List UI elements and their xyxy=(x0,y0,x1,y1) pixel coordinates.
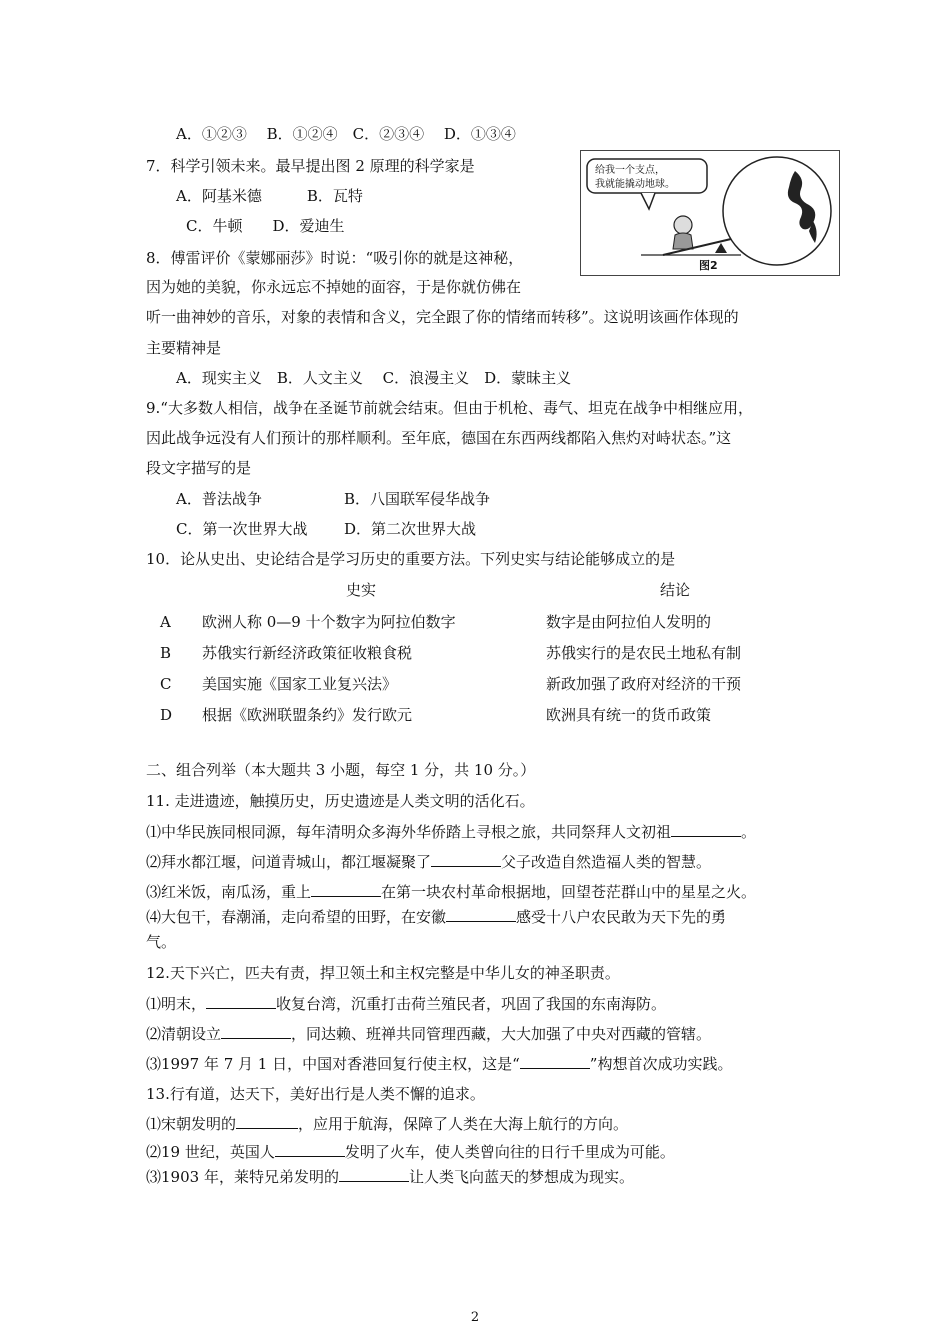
q8-line-4: 主要精神是 xyxy=(146,339,222,357)
q9-line-2: 因此战争远没有人们预计的那样顺利。至年底，德国在东西两线都陷入焦灼对峙状态。”这 xyxy=(146,429,732,447)
text: ⑶红米饭，南瓜汤，重上 xyxy=(146,883,312,901)
text: ⑵19 世纪，英国人 xyxy=(146,1143,275,1161)
answer-blank[interactable] xyxy=(446,907,516,922)
q9-option-c: C．第一次世界大战 xyxy=(176,520,308,538)
text: 让人类飞向蓝天的梦想成为现实。 xyxy=(408,1168,634,1186)
text: ⑷大包干，春潮涌，走向希望的田野，在安徽 xyxy=(146,908,447,926)
q10-header-fact: 史实 xyxy=(346,581,377,599)
q7-stem: 7．科学引领未来。最早提出图 2 原理的科学家是 xyxy=(146,157,475,175)
q7-options-1: A．阿基米德 B．瓦特 xyxy=(176,187,363,205)
q11-sub-4 xyxy=(146,907,726,927)
answer-blank[interactable] xyxy=(431,852,501,867)
q11-sub-1 xyxy=(146,822,756,842)
q9-line-3: 段文字描写的是 xyxy=(146,459,252,477)
q13-sub-3 xyxy=(146,1167,634,1187)
answer-blank[interactable] xyxy=(206,994,276,1009)
q9-line-1: 9.“大多数人相信，战争在圣诞节前就会结束。但由于机枪、毒气、坦克在战争中相继应用， xyxy=(146,399,753,417)
text: 收复台湾，沉重打击荷兰殖民者，巩固了我国的东南海防。 xyxy=(276,995,667,1013)
q8-options: A．现实主义 B．人文主义 C．浪漫主义 D．蒙昧主义 xyxy=(176,369,572,387)
q10-row-label: B xyxy=(160,644,172,662)
answer-blank[interactable] xyxy=(520,1054,590,1069)
answer-blank[interactable] xyxy=(221,1024,291,1039)
bubble-text-2: 我就能撬动地球。 xyxy=(595,179,675,190)
q12-stem: 12.天下兴亡，匹夫有责，捍卫领土和主权完整是中华儿女的神圣职责。 xyxy=(146,964,620,982)
q12-sub-1 xyxy=(146,994,666,1014)
q8-line-2: 因为她的美貌，你永远忘不掉她的面容，于是你就仿佛在 xyxy=(146,278,522,296)
q8-line-3: 听一曲神妙的音乐，对象的表情和含义，完全跟了你的情绪而转移”。这说明该画作体现的 xyxy=(146,308,739,326)
bubble-text-1: 给我一个支点， xyxy=(595,165,665,176)
q13-sub-2 xyxy=(146,1142,675,1162)
q11-stem: 11. 走进遗迹，触摸历史，历史遗迹是人类文明的活化石。 xyxy=(146,792,535,810)
q9-option-b: B．八国联军侵华战争 xyxy=(344,490,491,508)
q9-option-d: D．第二次世界大战 xyxy=(344,520,477,538)
text: ⑴宋朝发明的 xyxy=(146,1115,237,1133)
q13-stem: 13.行有道，达天下，美好出行是人类不懈的追求。 xyxy=(146,1085,485,1103)
answer-blank[interactable] xyxy=(339,1167,409,1182)
text: ”构想首次成功实践。 xyxy=(589,1055,733,1073)
text: ⑵拜水都江堰，问道青城山，都江堰凝聚了 xyxy=(146,853,432,871)
answer-blank[interactable] xyxy=(236,1114,298,1129)
answer-blank[interactable] xyxy=(311,882,381,897)
q8-line-1: 8．傅雷评价《蒙娜丽莎》时说：“吸引你的就是这神秘， xyxy=(146,249,524,267)
q10-row-fact: 欧洲人称 0—9 十个数字为阿拉伯数字 xyxy=(202,613,456,631)
text: ，同达赖、班禅共同管理西藏，大大加强了中央对西藏的管辖。 xyxy=(291,1025,712,1043)
q11-sub-4-cont: 气。 xyxy=(146,933,177,951)
text: 在第一块农村革命根据地，回望苍茫群山中的星星之火。 xyxy=(381,883,757,901)
text: ⑵清朝设立 xyxy=(146,1025,222,1043)
q10-row-fact: 根据《欧洲联盟条约》发行欧元 xyxy=(202,706,413,724)
q13-sub-1 xyxy=(146,1114,628,1134)
q10-row-conclusion: 数字是由阿拉伯人发明的 xyxy=(546,613,712,631)
q10-row-conclusion: 欧洲具有统一的货币政策 xyxy=(546,706,712,724)
q10-row-fact: 美国实施《国家工业复兴法》 xyxy=(202,675,398,693)
text: ⑶1903 年，莱特兄弟发明的 xyxy=(146,1168,339,1186)
answer-blank[interactable] xyxy=(671,822,741,837)
text: 父子改造自然造福人类的智慧。 xyxy=(501,853,712,871)
q10-row-label: D xyxy=(160,706,173,724)
q12-sub-3 xyxy=(146,1054,732,1074)
q10-row-conclusion: 苏俄实行的是农民土地私有制 xyxy=(546,644,742,662)
q10-row-label: C xyxy=(160,675,172,693)
figure-caption: 图2 xyxy=(699,259,718,272)
q10-stem: 10．论从史出、史论结合是学习历史的重要方法。下列史实与结论能够成立的是 xyxy=(146,550,676,568)
q7-options-2: C．牛顿 D．爱迪生 xyxy=(186,217,345,235)
section-2-title: 二、组合列举（本大题共 3 小题，每空 1 分，共 10 分。） xyxy=(146,761,536,779)
text: 感受十八户农民敢为天下先的勇 xyxy=(516,908,727,926)
q12-sub-2 xyxy=(146,1024,711,1044)
figure-2 xyxy=(580,150,840,276)
page-number: 2 xyxy=(470,1310,480,1325)
text: ⑶1997 年 7 月 1 日，中国对香港回复行使主权，这是“ xyxy=(146,1055,520,1073)
q9-option-a: A．普法战争 xyxy=(176,490,262,508)
q10-row-fact: 苏俄实行新经济政策征收粮食税 xyxy=(202,644,413,662)
q10-row-conclusion: 新政加强了政府对经济的干预 xyxy=(546,675,742,693)
q6-options: A．①②③ B．①②④ C．②③④ D．①③④ xyxy=(176,125,516,143)
text: 。 xyxy=(741,823,757,841)
text: ，应用于航海，保障了人类在大海上航行的方向。 xyxy=(298,1115,629,1133)
q10-header-conclusion: 结论 xyxy=(660,581,691,599)
q11-sub-3 xyxy=(146,882,756,902)
text: ⑴中华民族同根同源，每年清明众多海外华侨踏上寻根之旅，共同祭拜人文初祖 xyxy=(146,823,672,841)
text: 发明了火车，使人类曾向往的日行千里成为可能。 xyxy=(344,1143,675,1161)
q11-sub-2 xyxy=(146,852,711,872)
text: ⑴明末， xyxy=(146,995,207,1013)
answer-blank[interactable] xyxy=(275,1142,345,1157)
q10-row-label: A xyxy=(160,613,171,631)
lever-illustration xyxy=(581,151,839,275)
